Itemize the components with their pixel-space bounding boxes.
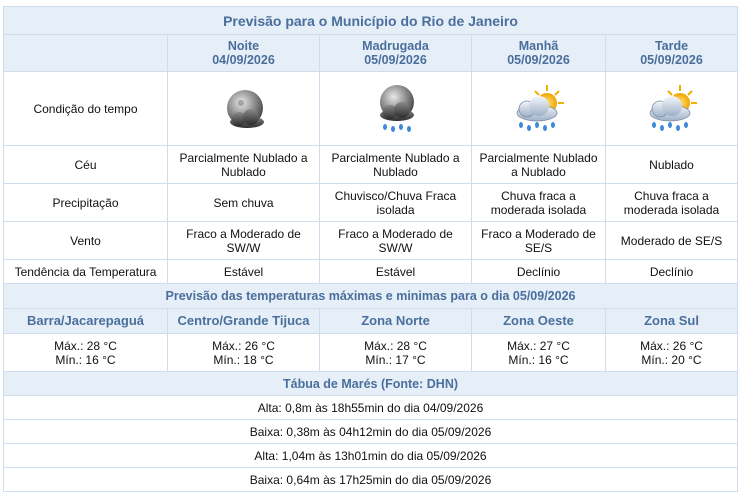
period-header-madrugada [320, 35, 472, 72]
sky-cell: Nublado [606, 146, 738, 184]
zone-name: Barra/Jacarepaguá [4, 309, 168, 334]
wind-cell: Fraco a Moderado de SW/W [320, 222, 472, 260]
temp-min: Mín.: 18 °C [213, 352, 274, 367]
tides-title: Tábua de Marés (Fonte: DHN) [4, 372, 738, 396]
period-date: 05/09/2026 [364, 53, 427, 67]
zone-temps [606, 334, 738, 372]
row-label-precipitacao: Precipitação [4, 184, 168, 222]
period-name: Noite [227, 39, 260, 53]
period-name: Tarde [654, 39, 689, 53]
tide-row: Baixa: 0,38m às 04h12min do dia 05/09/2026 [4, 420, 738, 444]
trend-cell: Declínio [606, 260, 738, 284]
period-date: 04/09/2026 [212, 53, 275, 67]
zone-temps [168, 334, 320, 372]
wind-cell: Fraco a Moderado de SW/W [168, 222, 320, 260]
temp-max: Máx.: 28 °C [54, 338, 117, 353]
period-header-noite [168, 35, 320, 72]
row-label-tendencia: Tendência da Temperatura [4, 260, 168, 284]
period-name: Madrugada [362, 39, 429, 53]
temp-min: Mín.: 17 °C [365, 352, 426, 367]
zone-name: Zona Norte [320, 309, 472, 334]
temp-max: Máx.: 28 °C [364, 338, 427, 353]
sun-cloud-rain-icon [642, 83, 702, 135]
tide-row: Alta: 0,8m às 18h55min do dia 04/09/2026 [4, 396, 738, 420]
sky-cell: Parcialmente Nublado a Nublado [168, 146, 320, 184]
condition-cell [606, 72, 738, 146]
precipitation-cell: Chuvisco/Chuva Fraca isolada [320, 184, 472, 222]
zone-temps [472, 334, 606, 372]
zone-temps [4, 334, 168, 372]
row-label-vento: Vento [4, 222, 168, 260]
tide-row: Alta: 1,04m às 13h01min do dia 05/09/2026 [4, 444, 738, 468]
period-header-manha [472, 35, 606, 72]
temp-max: Máx.: 27 °C [507, 338, 570, 353]
row-label-ceu: Céu [4, 146, 168, 184]
tide-row: Baixa: 0,64m às 17h25min do dia 05/09/2026 [4, 468, 738, 492]
zone-name: Centro/Grande Tijuca [168, 309, 320, 334]
trend-cell: Estável [320, 260, 472, 284]
temp-min: Mín.: 16 °C [508, 352, 569, 367]
temp-min: Mín.: 16 °C [55, 352, 116, 367]
temps-title: Previsão das temperaturas máximas e minimas para o dia 05/09/2026 [4, 284, 738, 309]
header-corner [4, 35, 168, 72]
period-header-tarde [606, 35, 738, 72]
condition-cell [168, 72, 320, 146]
period-name: Manhã [518, 39, 559, 53]
precipitation-cell: Chuva fraca a moderada isolada [606, 184, 738, 222]
temp-max: Máx.: 26 °C [640, 338, 703, 353]
period-date: 05/09/2026 [507, 53, 570, 67]
forecast-title: Previsão para o Município do Rio de Janeiro [4, 7, 738, 35]
trend-cell: Estável [168, 260, 320, 284]
trend-cell: Declínio [472, 260, 606, 284]
temp-min: Mín.: 20 °C [641, 352, 702, 367]
wind-cell: Moderado de SE/S [606, 222, 738, 260]
moon-cloud-drizzle-icon [369, 82, 423, 136]
moon-partly-cloudy-icon [217, 86, 271, 132]
wind-cell: Fraco a Moderado de SE/S [472, 222, 606, 260]
sky-cell: Parcialmente Nublado a Nublado [320, 146, 472, 184]
condition-cell [472, 72, 606, 146]
precipitation-cell: Sem chuva [168, 184, 320, 222]
condition-cell [320, 72, 472, 146]
sky-cell: Parcialmente Nublado a Nublado [472, 146, 606, 184]
zone-name: Zona Oeste [472, 309, 606, 334]
zone-temps [320, 334, 472, 372]
precipitation-cell: Chuva fraca a moderada isolada [472, 184, 606, 222]
row-label-condicao: Condição do tempo [4, 72, 168, 146]
sun-cloud-rain-icon [509, 83, 569, 135]
temp-max: Máx.: 26 °C [212, 338, 275, 353]
zone-name: Zona Sul [606, 309, 738, 334]
forecast-table [3, 6, 738, 492]
period-date: 05/09/2026 [640, 53, 703, 67]
